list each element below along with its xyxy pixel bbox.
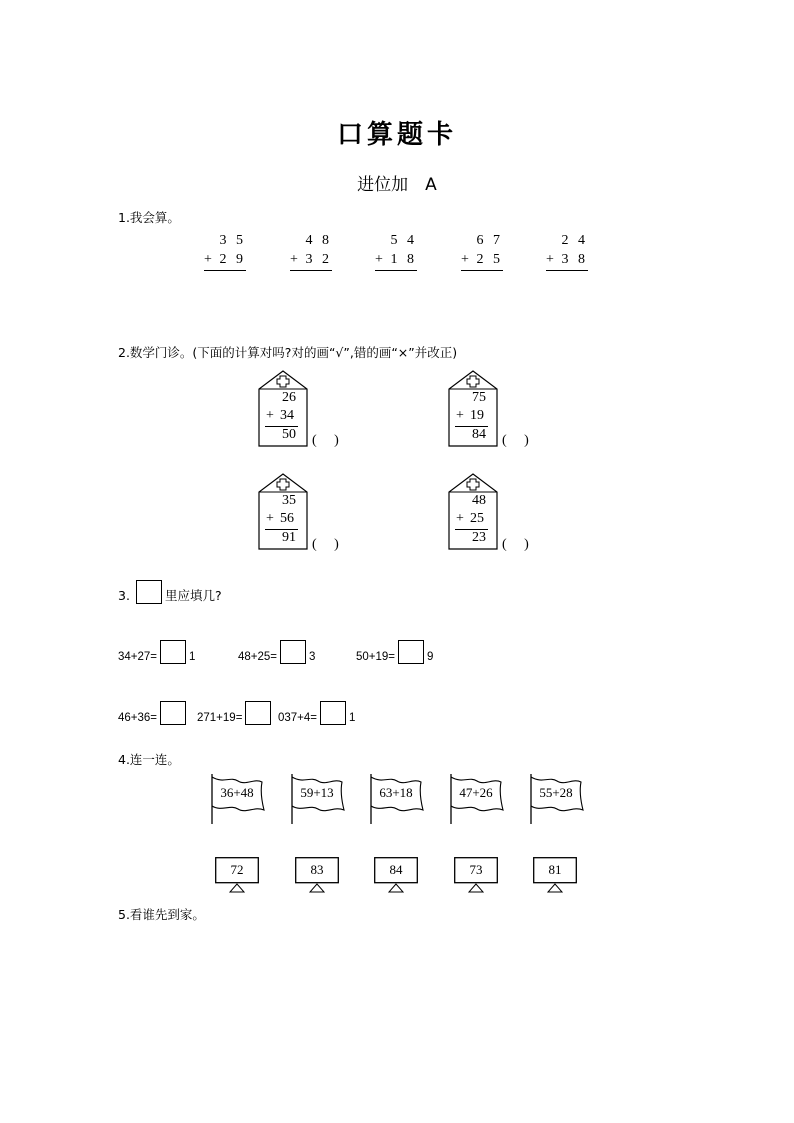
q2-heading: 2.数学门诊。(下面的计算对吗?对的画“√”,错的画“×”并改正) [118,345,458,360]
plus-sign: + [456,511,464,526]
fill-item [118,701,189,725]
answer-screen[interactable] [454,857,498,895]
plus-sign: + [290,252,298,267]
equation-digit: 1 [189,651,196,663]
flag-card[interactable] [529,772,585,826]
screen-label: 84 [389,862,403,877]
blank-box [136,580,162,604]
flag-card[interactable] [210,772,266,826]
answer-line [375,270,417,271]
q3-text: 里应填几? [164,588,222,603]
answer-parentheses[interactable]: ( ) [312,537,339,552]
flag-label: 36+48 [220,785,254,800]
answer-parentheses[interactable]: ( ) [502,537,529,552]
blank-box[interactable] [160,701,186,725]
answer-screen[interactable] [295,857,339,895]
answer-screen[interactable] [215,857,259,895]
sum-result: 91 [282,530,296,545]
page-subtitle: 进位加 A [357,175,437,195]
clinic-house [258,369,308,447]
fill-item [118,640,195,664]
q3-heading [118,580,222,604]
q1-heading: 1.我会算。 [118,210,180,225]
vertical-problem [196,231,246,271]
plus-sign: + [266,511,274,526]
plus-sign: + [456,408,464,423]
answer-line [204,270,246,271]
addend-bottom: 1 8 [390,252,417,267]
screen-label: 81 [548,862,562,877]
plus-sign: + [266,408,274,423]
equation-left: 50+19= [356,651,396,663]
addend-top: 6 7 [476,233,503,248]
equation-left: 34+27= [118,651,158,663]
blank-box[interactable] [280,640,306,664]
clinic-house [448,472,498,550]
equation-left: 46+36= [118,712,158,724]
flag-card[interactable] [369,772,425,826]
flag-card[interactable] [290,772,346,826]
addend-top: 26 [282,390,296,405]
addend-bottom: 19 [470,408,484,423]
clinic-house [258,472,308,550]
screen-label: 83 [310,862,324,877]
addend-bottom: 25 [470,511,484,526]
vertical-problem [453,231,503,271]
equation-digit: 1 [349,712,356,724]
blank-box[interactable] [320,701,346,725]
blank-box[interactable] [160,640,186,664]
plus-sign: + [375,252,383,267]
flag-label: 47+26 [459,785,493,800]
flag-card[interactable] [449,772,505,826]
addend-top: 5 4 [390,233,417,248]
addend-top: 75 [472,390,486,405]
flag-label: 55+28 [539,785,573,800]
flag-label: 59+13 [300,785,334,800]
q5-heading: 5.看谁先到家。 [118,907,205,922]
equation-left: 037+4= [278,712,318,724]
answer-screen[interactable] [374,857,418,895]
equation-digit: 9 [427,651,434,663]
equation-left: 48+25= [238,651,278,663]
fill-item [238,640,315,664]
clinic-house [448,369,498,447]
vertical-problem [282,231,332,271]
screen-label: 72 [230,862,244,877]
sum-result: 84 [472,427,486,442]
addend-bottom: 2 5 [476,252,503,267]
addend-top: 3 5 [219,233,246,248]
answer-parentheses[interactable]: ( ) [312,433,339,448]
answer-parentheses[interactable]: ( ) [502,433,529,448]
addend-top: 48 [472,493,486,508]
addend-top: 35 [282,493,296,508]
q3-number: 3. [118,588,130,603]
addend-bottom: 2 9 [219,252,246,267]
addend-bottom: 56 [280,511,294,526]
answer-line [546,270,588,271]
plus-sign: + [461,252,469,267]
vertical-problem [367,231,417,271]
q4-heading: 4.连一连。 [118,752,180,767]
answer-line [290,270,332,271]
addend-bottom: 34 [280,408,294,423]
fill-item [356,640,433,664]
page-title: 口算题卡 [336,120,457,150]
sum-result: 23 [472,530,486,545]
addend-bottom: 3 2 [305,252,332,267]
equation-digit: 3 [309,651,316,663]
equation-left: 271+19= [197,712,243,724]
sum-result: 50 [282,427,296,442]
fill-item [278,701,355,725]
addend-top: 2 4 [561,233,588,248]
fill-item [197,701,274,725]
plus-sign: + [546,252,554,267]
blank-box[interactable] [398,640,424,664]
addend-bottom: 3 8 [561,252,588,267]
vertical-problem [538,231,588,271]
blank-box[interactable] [245,701,271,725]
screen-label: 73 [469,862,483,877]
answer-line [461,270,503,271]
answer-screen[interactable] [533,857,577,895]
flag-label: 63+18 [379,785,413,800]
addend-top: 4 8 [305,233,332,248]
plus-sign: + [204,252,212,267]
